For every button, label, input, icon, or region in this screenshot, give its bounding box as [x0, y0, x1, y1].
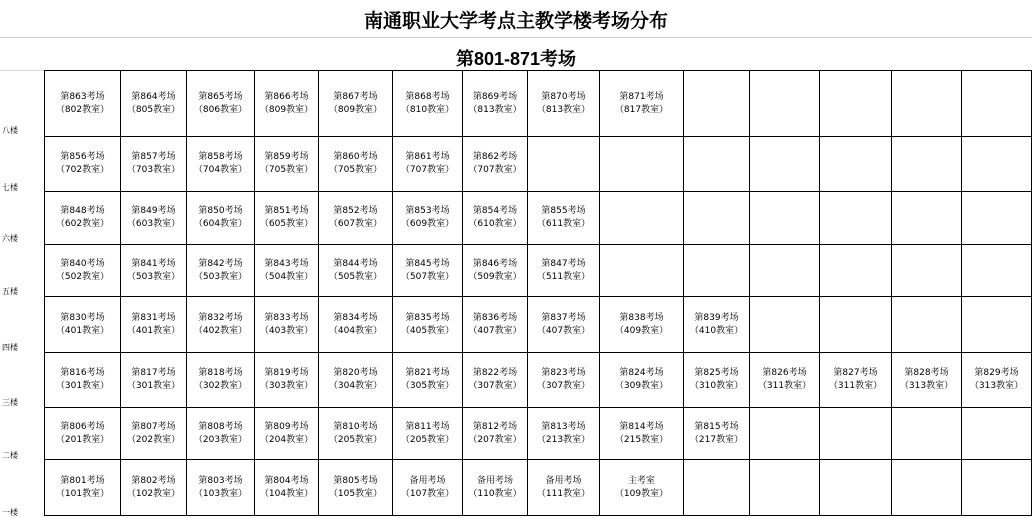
classroom-label: （503教室） [193, 271, 248, 282]
exam-room-label: 第861考场 [405, 152, 450, 162]
exam-room-label: 第857考场 [131, 152, 176, 162]
exam-room-cell [463, 71, 528, 137]
exam-room-label: 第825考场 [694, 368, 739, 378]
classroom-label: （707教室） [468, 165, 522, 175]
exam-room-cell [962, 408, 1032, 460]
exam-room-cell [962, 353, 1032, 408]
exam-room-cell [319, 408, 393, 460]
classroom-label: （304教室） [328, 381, 383, 391]
exam-room-cell [528, 408, 600, 460]
exam-room-cell [393, 245, 463, 297]
exam-room-label: 第848考场 [60, 206, 105, 216]
exam-room-cell [600, 408, 684, 460]
exam-room-cell [45, 245, 121, 297]
exam-room-cell [187, 192, 255, 245]
classroom-label: （301教室） [55, 381, 110, 391]
classroom-label: （104教室） [259, 488, 314, 499]
exam-room-cell [962, 71, 1032, 137]
exam-room-label: 第853考场 [405, 206, 450, 216]
exam-room-cell [121, 137, 187, 192]
classroom-label: （604教室） [193, 219, 248, 229]
exam-room-label: 第820考场 [333, 368, 378, 378]
classroom-label: （205教室） [400, 434, 455, 445]
classroom-label: （409教室） [614, 325, 669, 336]
exam-room-label: 第809考场 [264, 421, 309, 432]
floor-label: 八楼 [2, 126, 18, 135]
classroom-label: （101教室） [55, 488, 110, 499]
classroom-label: （303教室） [259, 381, 314, 391]
floor-label: 四楼 [2, 343, 18, 352]
classroom-label: （503教室） [126, 271, 181, 282]
exam-room-label: 第843考场 [264, 258, 309, 269]
exam-room-cell [45, 297, 121, 353]
exam-room-cell [600, 297, 684, 353]
exam-room-label: 第807考场 [131, 421, 176, 432]
exam-room-cell [892, 137, 962, 192]
classroom-label: （307教室） [536, 381, 591, 391]
exam-room-cell [319, 71, 393, 137]
exam-room-cell [45, 353, 121, 408]
classroom-label: （817教室） [614, 104, 669, 115]
classroom-label: （202教室） [126, 434, 181, 445]
exam-room-cell [684, 245, 750, 297]
exam-room-label: 第818考场 [198, 368, 243, 378]
exam-room-cell [750, 192, 820, 245]
exam-room-cell [393, 460, 463, 516]
classroom-label: （107教室） [400, 488, 455, 499]
exam-room-cell [750, 71, 820, 137]
exam-room-label: 第870考场 [541, 91, 586, 102]
classroom-label: （109教室） [614, 488, 669, 499]
exam-room-cell [892, 192, 962, 245]
exam-room-cell [750, 353, 820, 408]
classroom-label: （802教室） [55, 104, 110, 115]
exam-room-label: 第841考场 [131, 258, 176, 269]
classroom-label: （310教室） [689, 381, 744, 391]
exam-room-cell [393, 353, 463, 408]
exam-room-cell [600, 245, 684, 297]
classroom-label: （405教室） [400, 325, 455, 336]
exam-room-label: 第842考场 [198, 258, 243, 269]
exam-room-label: 第867考场 [333, 91, 378, 102]
exam-room-label: 第844考场 [333, 258, 378, 269]
exam-room-cell [393, 192, 463, 245]
classroom-label: （302教室） [193, 381, 248, 391]
exam-room-label: 第849考场 [131, 206, 176, 216]
classroom-label: （402教室） [193, 325, 248, 336]
classroom-label: （809教室） [328, 104, 383, 115]
exam-room-label: 第810考场 [333, 421, 378, 432]
exam-room-cell [600, 460, 684, 516]
classroom-label: （707教室） [400, 165, 455, 175]
exam-room-cell [45, 408, 121, 460]
exam-room-cell [255, 192, 319, 245]
exam-room-label: 第868考场 [405, 91, 450, 102]
floor-label: 二楼 [2, 451, 18, 460]
floor-label: 三楼 [2, 398, 18, 407]
exam-room-label: 第821考场 [405, 368, 450, 378]
floor-row [45, 137, 1032, 192]
classroom-label: （403教室） [259, 325, 314, 336]
exam-room-label: 主考室 [627, 475, 655, 486]
exam-room-cell [319, 245, 393, 297]
exam-room-label: 第811考场 [405, 421, 450, 432]
exam-room-cell [393, 137, 463, 192]
classroom-label: （705教室） [259, 165, 314, 175]
exam-room-cell [463, 137, 528, 192]
exam-room-cell [820, 137, 892, 192]
exam-room-cell [600, 192, 684, 245]
exam-room-label: 第828考场 [904, 368, 949, 378]
exam-room-cell [187, 71, 255, 137]
classroom-label: （111教室） [536, 488, 591, 499]
exam-room-label: 第823考场 [541, 368, 586, 378]
classroom-label: （410教室） [689, 325, 744, 336]
exam-room-label: 第858考场 [198, 152, 243, 162]
classroom-label: （301教室） [126, 381, 181, 391]
exam-room-cell [255, 408, 319, 460]
exam-room-cell [187, 297, 255, 353]
floor-label: 五楼 [2, 287, 18, 296]
exam-room-label: 第833考场 [264, 312, 309, 323]
exam-room-cell [892, 297, 962, 353]
exam-room-label: 第836考场 [472, 312, 518, 323]
exam-room-cell [684, 71, 750, 137]
exam-room-cell [463, 353, 528, 408]
exam-room-label: 第852考场 [333, 206, 378, 216]
exam-room-label: 第803考场 [198, 475, 243, 486]
floor-label: 七楼 [2, 183, 18, 192]
classroom-label: （102教室） [126, 488, 181, 499]
exam-room-cell [528, 297, 600, 353]
exam-room-cell [187, 353, 255, 408]
exam-room-cell [962, 192, 1032, 245]
classroom-label: （309教室） [614, 381, 669, 391]
exam-room-cell [121, 245, 187, 297]
exam-room-cell [820, 460, 892, 516]
exam-room-label: 第855考场 [541, 206, 586, 216]
exam-room-cell [820, 353, 892, 408]
exam-room-label: 第834考场 [333, 312, 378, 323]
exam-room-label: 第839考场 [694, 312, 739, 323]
classroom-label: （201教室） [55, 434, 110, 445]
classroom-label: （810教室） [400, 104, 455, 115]
exam-room-label: 第846考场 [472, 258, 518, 269]
exam-room-cell [121, 297, 187, 353]
classroom-label: （305教室） [400, 381, 455, 391]
exam-room-cell [463, 192, 528, 245]
exam-room-label: 第814考场 [619, 421, 664, 432]
exam-room-label: 备用考场 [409, 475, 446, 486]
exam-room-label: 第869考场 [472, 91, 518, 102]
exam-room-cell [892, 71, 962, 137]
exam-room-cell [393, 71, 463, 137]
exam-room-label: 第835考场 [405, 312, 450, 323]
exam-room-label: 第837考场 [541, 312, 586, 323]
classroom-label: （207教室） [468, 434, 522, 445]
exam-room-cell [684, 297, 750, 353]
exam-room-label: 第859考场 [264, 152, 309, 162]
exam-room-label: 第817考场 [131, 368, 176, 378]
classroom-label: （105教室） [328, 488, 383, 499]
page-subtitle: 第801-871考场 [455, 49, 577, 69]
exam-room-cell [962, 460, 1032, 516]
exam-room-cell [528, 71, 600, 137]
exam-room-cell [187, 137, 255, 192]
classroom-label: （110教室） [468, 488, 522, 499]
exam-room-cell [684, 192, 750, 245]
classroom-label: （205教室） [328, 434, 383, 445]
exam-room-cell [393, 297, 463, 353]
exam-room-cell [528, 245, 600, 297]
exam-room-cell [684, 137, 750, 192]
classroom-label: （704教室） [193, 165, 248, 175]
exam-room-label: 第827考场 [833, 368, 878, 378]
classroom-label: （809教室） [259, 104, 314, 115]
exam-room-label: 第801考场 [60, 475, 105, 486]
exam-room-label: 第819考场 [264, 368, 309, 378]
exam-room-label: 第840考场 [60, 258, 105, 269]
floor-row [45, 192, 1032, 245]
exam-room-cell [962, 137, 1032, 192]
exam-room-cell [892, 245, 962, 297]
exam-room-cell [121, 353, 187, 408]
exam-room-label: 第831考场 [131, 312, 176, 323]
exam-room-label: 第802考场 [131, 475, 176, 486]
classroom-label: （217教室） [689, 434, 744, 445]
exam-room-label: 第826考场 [762, 368, 807, 378]
exam-room-label: 第813考场 [541, 421, 586, 432]
exam-room-cell [892, 408, 962, 460]
classroom-label: （311教室） [757, 381, 812, 391]
exam-room-cell [820, 71, 892, 137]
classroom-label: （607教室） [328, 219, 383, 229]
classroom-label: （313教室） [969, 381, 1024, 391]
floor-row [45, 353, 1032, 408]
exam-room-cell [892, 353, 962, 408]
floor-row [45, 408, 1032, 460]
exam-room-cell [684, 353, 750, 408]
classroom-label: （215教室） [614, 434, 669, 445]
exam-room-cell [962, 297, 1032, 353]
exam-room-label: 第850考场 [198, 206, 243, 216]
exam-room-cell [393, 408, 463, 460]
classroom-label: （610教室） [468, 219, 522, 229]
exam-room-label: 第864考场 [131, 91, 176, 102]
exam-room-cell [820, 245, 892, 297]
page-title: 南通职业大学考点主教学楼考场分布 [363, 10, 668, 32]
exam-room-cell [820, 192, 892, 245]
exam-room-cell [528, 192, 600, 245]
classroom-label: （702教室） [55, 165, 110, 175]
floor-row [45, 460, 1032, 516]
exam-room-cell [820, 408, 892, 460]
exam-room-cell [463, 245, 528, 297]
exam-room-label: 第860考场 [333, 152, 378, 162]
exam-room-label: 第804考场 [264, 475, 309, 486]
exam-room-cell [255, 71, 319, 137]
classroom-label: （401教室） [55, 325, 110, 336]
floor-row [45, 245, 1032, 297]
exam-room-label: 第812考场 [472, 421, 518, 432]
classroom-label: （505教室） [328, 271, 383, 282]
classroom-label: （307教室） [468, 381, 522, 391]
classroom-label: （611教室） [536, 219, 591, 229]
exam-room-label: 第824考场 [619, 368, 664, 378]
exam-room-label: 第862考场 [472, 152, 518, 162]
exam-room-cell [750, 245, 820, 297]
exam-room-label: 第822考场 [472, 368, 518, 378]
exam-room-cell [319, 353, 393, 408]
exam-room-cell [121, 71, 187, 137]
exam-room-label: 第847考场 [541, 258, 586, 269]
exam-room-label: 第830考场 [60, 312, 105, 323]
floor-label: 六楼 [2, 234, 18, 243]
exam-room-cell [121, 192, 187, 245]
exam-room-cell [255, 460, 319, 516]
exam-room-label: 第871考场 [619, 91, 664, 102]
classroom-label: （204教室） [259, 434, 314, 445]
exam-room-cell [187, 408, 255, 460]
floor-label: 一楼 [2, 508, 18, 517]
classroom-label: （813教室） [536, 104, 591, 115]
exam-room-cell [820, 297, 892, 353]
classroom-label: （103教室） [193, 488, 248, 499]
header-divider [0, 37, 1032, 38]
classroom-label: （313教室） [899, 381, 954, 391]
exam-room-label: 第866考场 [264, 91, 309, 102]
exam-room-cell [528, 353, 600, 408]
exam-room-cell [255, 137, 319, 192]
exam-room-cell [319, 460, 393, 516]
exam-room-cell [684, 460, 750, 516]
classroom-label: （805教室） [126, 104, 181, 115]
classroom-label: （705教室） [328, 165, 383, 175]
classroom-label: （703教室） [126, 165, 181, 175]
exam-room-label: 第806考场 [60, 421, 105, 432]
exam-room-cell [45, 192, 121, 245]
exam-room-label: 第856考场 [60, 152, 105, 162]
classroom-label: （609教室） [400, 219, 455, 229]
exam-room-cell [45, 460, 121, 516]
exam-room-cell [45, 137, 121, 192]
exam-room-cell [463, 408, 528, 460]
exam-room-cell [319, 137, 393, 192]
exam-room-cell [684, 408, 750, 460]
exam-room-cell [528, 460, 600, 516]
exam-room-label: 第854考场 [472, 206, 518, 216]
floor-row [45, 297, 1032, 353]
classroom-label: （213教室） [536, 434, 591, 445]
classroom-label: （806教室） [193, 104, 248, 115]
exam-room-cell [750, 408, 820, 460]
exam-room-cell [121, 408, 187, 460]
exam-room-cell [255, 297, 319, 353]
exam-room-cell [319, 297, 393, 353]
exam-room-label: 备用考场 [545, 475, 582, 486]
classroom-label: （504教室） [259, 271, 314, 282]
classroom-label: （311教室） [828, 381, 883, 391]
exam-room-cell [319, 192, 393, 245]
classroom-label: （605教室） [259, 219, 314, 229]
exam-room-cell [600, 137, 684, 192]
classroom-label: （813教室） [468, 104, 522, 115]
exam-room-cell [255, 353, 319, 408]
floor-row [45, 71, 1032, 137]
exam-room-label: 第851考场 [264, 206, 309, 216]
classroom-label: （203教室） [193, 434, 248, 445]
exam-room-cell [962, 245, 1032, 297]
exam-room-cell [187, 460, 255, 516]
exam-room-cell [600, 353, 684, 408]
exam-room-cell [528, 137, 600, 192]
exam-room-label: 第865考场 [198, 91, 243, 102]
exam-room-label: 第832考场 [198, 312, 243, 323]
exam-room-label: 第816考场 [60, 368, 105, 378]
exam-room-cell [750, 460, 820, 516]
exam-room-cell [463, 297, 528, 353]
exam-room-cell [255, 245, 319, 297]
classroom-label: （603教室） [126, 219, 181, 229]
exam-room-cell [45, 71, 121, 137]
exam-room-label: 第845考场 [405, 258, 450, 269]
classroom-label: （404教室） [328, 325, 383, 336]
classroom-label: （507教室） [400, 271, 455, 282]
classroom-label: （511教室） [536, 271, 591, 282]
exam-room-label: 第805考场 [333, 475, 378, 486]
exam-room-cell [750, 297, 820, 353]
exam-room-label: 第815考场 [694, 421, 739, 432]
classroom-label: （502教室） [55, 271, 110, 282]
classroom-label: （407教室） [468, 325, 522, 336]
exam-room-label: 第808考场 [198, 421, 243, 432]
exam-room-label: 第829考场 [974, 368, 1019, 378]
classroom-label: （509教室） [468, 271, 522, 282]
classroom-label: （602教室） [55, 219, 110, 229]
exam-room-cell [463, 460, 528, 516]
exam-room-label: 第838考场 [619, 312, 664, 323]
exam-room-cell [600, 71, 684, 137]
classroom-label: （401教室） [126, 325, 181, 336]
exam-room-label: 备用考场 [476, 475, 513, 486]
exam-room-cell [187, 245, 255, 297]
classroom-label: （407教室） [536, 325, 591, 336]
exam-room-table [44, 70, 1032, 516]
exam-room-cell [750, 137, 820, 192]
exam-room-label: 第863考场 [60, 91, 105, 102]
exam-room-cell [121, 460, 187, 516]
exam-room-cell [892, 460, 962, 516]
